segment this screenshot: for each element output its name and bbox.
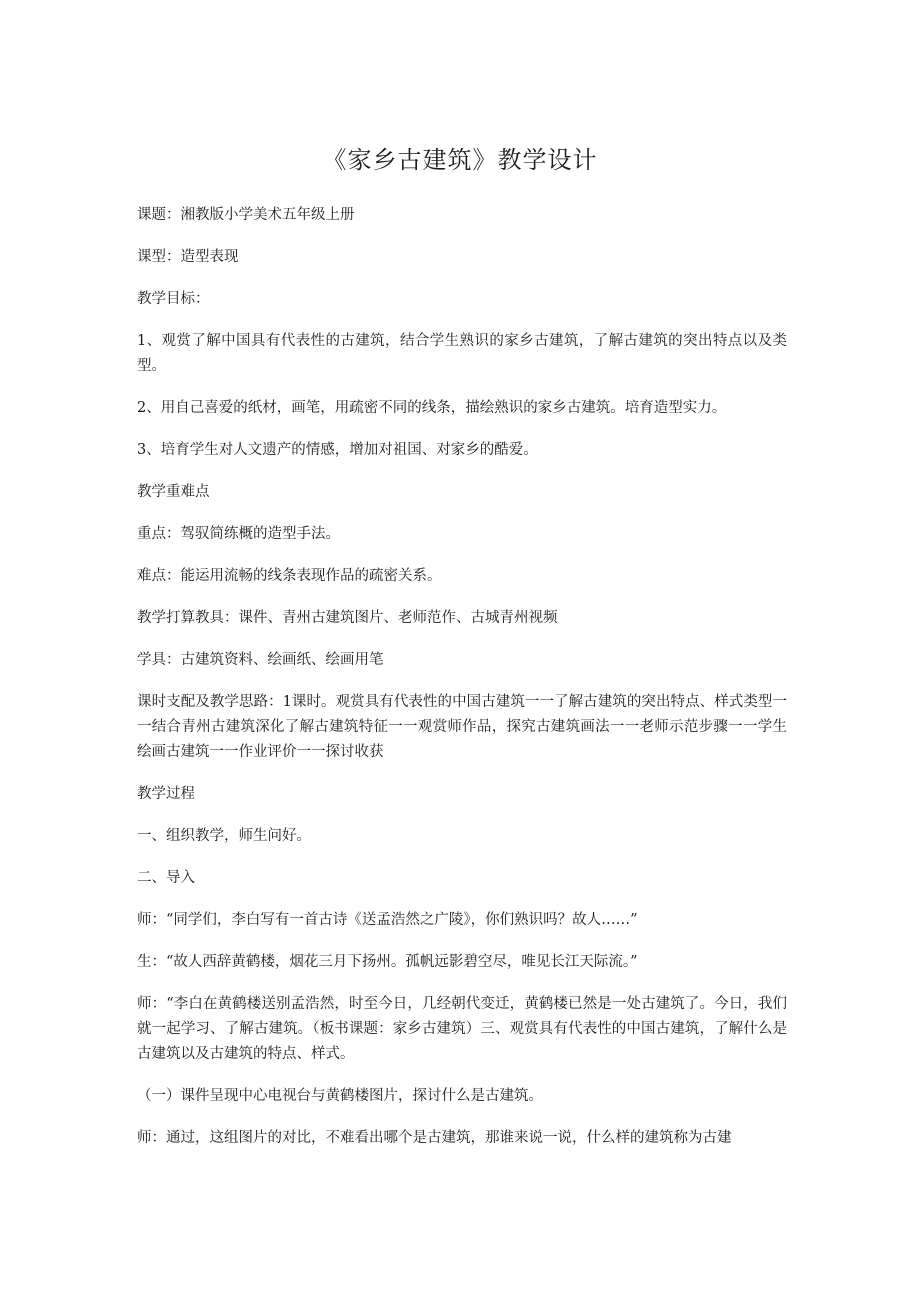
paragraph-key-point: 重点：驾驭简练概的造型手法。 — [137, 526, 340, 542]
paragraph-sub-step-1: （一）课件呈现中心电视台与黄鹤楼图片，探讨什么是古建筑。 — [137, 1088, 543, 1104]
paragraph-lesson-type: 课型：造型表现 — [137, 249, 239, 265]
document-body — [137, 203, 787, 1168]
paragraph-process-heading: 教学过程 — [137, 786, 195, 802]
paragraph-objective-1: 1、观赏了解中国具有代表性的古建筑，结合学生熟识的家乡古建筑，了解古建筑的突出特点以及类型。 — [137, 333, 787, 374]
paragraph-step-1: 一、组织教学，师生问好。 — [137, 828, 311, 844]
paragraph-teaching-aids: 教学打算教具：课件、青州古建筑图片、老师范作、古城青州视频 — [137, 610, 558, 626]
paragraph-student-line: 生：“故人西辞黄鹤楼，烟花三月下扬州。孤帆远影碧空尽，唯见长江天际流。” — [137, 954, 638, 970]
paragraph-key-points-heading: 教学重难点 — [137, 484, 210, 500]
paragraph-student-tools: 学具：古建筑资料、绘画纸、绘画用笔 — [137, 652, 384, 668]
paragraph-lesson-plan: 课时支配及教学思路：1课时。观赏具有代表性的中国古建筑一一了解古建筑的突出特点、样式类型一一结合青州古建筑深化了解古建筑特征一一观赏师作品，探究古建筑画法一一老师示范步骤一一学生绘画古建筑一一作业评价一一探讨收获 — [137, 694, 787, 760]
paragraph-objectives-heading: 教学目标： — [137, 291, 210, 307]
paragraph-teacher-line-3: 师：通过，这组图片的对比，不难看出哪个是古建筑，那谁来说一说，什么样的建筑称为古建 — [137, 1130, 732, 1146]
paragraph-objective-3: 3、培育学生对人文遗产的情感，增加对祖国、对家乡的酷爱。 — [137, 442, 538, 458]
paragraph-difficulty: 难点：能运用流畅的线条表现作品的疏密关系。 — [137, 568, 442, 584]
paragraph-step-2: 二、导入 — [137, 870, 195, 886]
paragraph-objective-2: 2、用自己喜爱的纸材，画笔，用疏密不同的线条，描绘熟识的家乡古建筑。培育造型实力。 — [137, 400, 727, 416]
paragraph-teacher-line-2: 师：“李白在黄鹤楼送别孟浩然，时至今日，几经朝代变迁，黄鹤楼已然是一处古建筑了。今日，我们就一起学习、了解古建筑。（板书课题：家乡古建筑）三、观赏具有代表性的中国古建筑，了解什么是古建筑以及古建筑的特点、样式。 — [137, 996, 787, 1062]
paragraph-subject: 课题：湘教版小学美术五年级上册 — [137, 207, 355, 223]
paragraph-teacher-line-1: 师：“同学们，李白写有一首古诗《送孟浩然之广陵》，你们熟识吗？故人……” — [137, 912, 638, 928]
document-title: 《家乡古建筑》教学设计 — [322, 146, 598, 174]
